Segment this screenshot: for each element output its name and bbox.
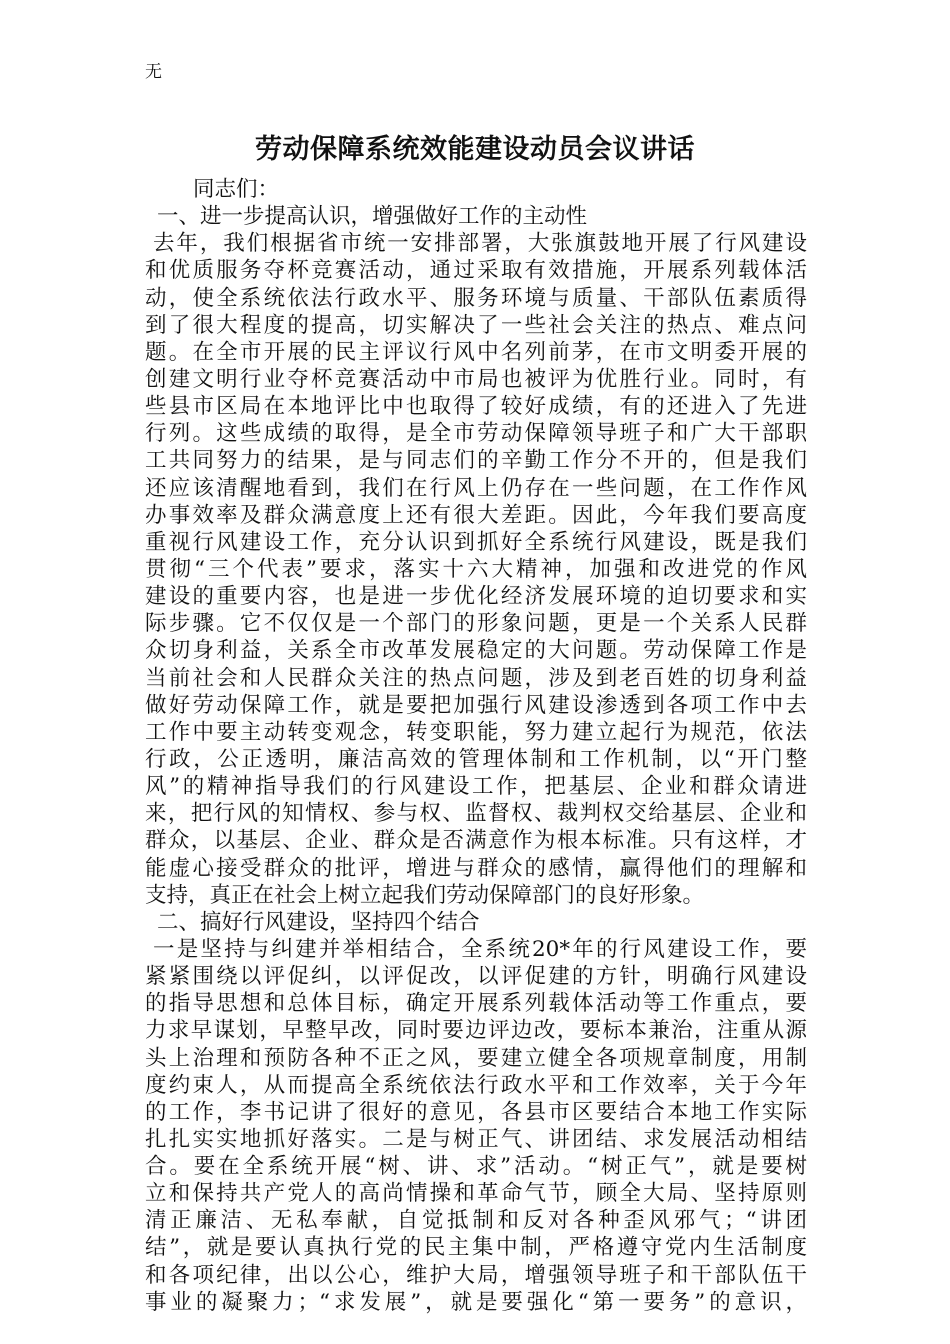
text-line: 来，把行风的知情权、参与权、监督权、裁判权交给基层、企业和 xyxy=(145,801,807,827)
text-line: 到了很大程度的提高，切实解决了一些社会关注的热点、难点问 xyxy=(145,312,807,338)
text-line: 合。要在全系统开展“树、讲、求”活动。“树正气”，就是要树 xyxy=(145,1154,807,1180)
text-line: 行政，公正透明，廉洁高效的管理体制和工作机制，以“开门整 xyxy=(145,746,807,772)
text-line: 同志们： xyxy=(193,177,280,202)
text-line: 力求早谋划，早整早改，同时要边评边改，要标本兼治，注重从源 xyxy=(145,1018,807,1044)
text-line: 事业的凝聚力；“求发展”，就是要强化“第一要务”的意识， xyxy=(145,1289,807,1315)
text-line: 和优质服务夺杯竞赛活动，通过采取有效措施，开展系列载体活 xyxy=(145,258,807,284)
text-line: 紧紧围绕以评促纠，以评促改，以评促建的方针，明确行风建设 xyxy=(145,964,807,990)
text-line: 度约束人，从而提高全系统依法行政水平和工作效率，关于今年 xyxy=(145,1072,807,1098)
text-line: 风”的精神指导我们的行风建设工作，把基层、企业和群众请进 xyxy=(145,774,807,800)
text-line: 还应该清醒地看到，我们在行风上仍存在一些问题，在工作作风 xyxy=(145,475,807,501)
header-mark: 无 xyxy=(145,62,162,82)
text-line: 做好劳动保障工作，就是要把加强行风建设渗透到各项工作中去 xyxy=(145,692,807,718)
text-line: 扎扎实实地抓好落实。二是与树正气、讲团结、求发展活动相结 xyxy=(145,1126,807,1152)
text-line: 能虚心接受群众的批评，增进与群众的感情，赢得他们的理解和 xyxy=(145,855,807,881)
text-line: 头上治理和预防各种不正之风，要建立健全各项规章制度，用制 xyxy=(145,1045,807,1071)
text-line: 题。在全市开展的民主评议行风中名列前茅，在市文明委开展的 xyxy=(145,339,807,365)
text-line: 去年，我们根据省市统一安排部署，大张旗鼓地开展了行风建设 xyxy=(153,231,807,257)
text-line: 工共同努力的结果，是与同志们的辛勤工作分不开的，但是我们 xyxy=(145,448,807,474)
text-line: 清正廉洁、无私奉献，自觉抵制和反对各种歪风邪气；“讲团 xyxy=(145,1208,807,1234)
text-line: 际步骤。它不仅仅是一个部门的形象问题，更是一个关系人民群 xyxy=(145,611,807,637)
text-line: 群众，以基层、企业、群众是否满意作为根本标准。只有这样，才 xyxy=(145,828,807,854)
text-line: 动，使全系统依法行政水平、服务环境与质量、干部队伍素质得 xyxy=(145,285,807,311)
text-line: 一是坚持与纠建并举相结合，全系统20*年的行风建设工作，要 xyxy=(153,936,807,962)
text-line: 工作中要主动转变观念，转变职能，努力建立起行为规范，依法 xyxy=(145,719,807,745)
text-line: 支持，真正在社会上树立起我们劳动保障部门的良好形象。 xyxy=(145,882,705,908)
text-line: 创建文明行业夺杯竞赛活动中市局也被评为优胜行业。同时，有 xyxy=(145,366,807,392)
text-line: 些县市区局在本地评比中也取得了较好成绩，有的还进入了先进 xyxy=(145,394,807,420)
text-line: 众切身利益，关系全市改革发展稳定的大问题。劳动保障工作是 xyxy=(145,638,807,664)
text-line: 行列。这些成绩的取得，是全市劳动保障领导班子和广大干部职 xyxy=(145,421,807,447)
text-line: 二、搞好行风建设，坚持四个结合 xyxy=(157,909,480,935)
text-line: 办事效率及群众满意度上还有很大差距。因此，今年我们要高度 xyxy=(145,502,807,528)
text-line: 当前社会和人民群众关注的热点问题，涉及到老百姓的切身利益 xyxy=(145,665,807,691)
text-line: 贯彻“三个代表”要求，落实十六大精神，加强和改进党的作风 xyxy=(145,556,807,582)
text-line: 重视行风建设工作，充分认识到抓好全系统行风建设，既是我们 xyxy=(145,529,807,555)
text-line: 和各项纪律，出以公心，维护大局，增强领导班子和干部队伍干 xyxy=(145,1262,807,1288)
text-line: 的指导思想和总体目标，确定开展系列载体活动等工作重点，要 xyxy=(145,991,807,1017)
text-line: 立和保持共产党人的高尚情操和革命气节，顾全大局、坚持原则 xyxy=(145,1181,807,1207)
text-line: 的工作，李书记讲了很好的意见，各县市区要结合本地工作实际 xyxy=(145,1099,807,1125)
text-line: 结”，就是要认真执行党的民主集中制，严格遵守党内生活制度 xyxy=(145,1235,807,1261)
document-title: 劳动保障系统效能建设动员会议讲话 xyxy=(255,134,695,165)
text-line: 建设的重要内容，也是进一步优化经济发展环境的迫切要求和实 xyxy=(145,584,807,610)
document-body xyxy=(145,176,807,1316)
text-line: 一、进一步提高认识，增强做好工作的主动性 xyxy=(157,204,588,230)
